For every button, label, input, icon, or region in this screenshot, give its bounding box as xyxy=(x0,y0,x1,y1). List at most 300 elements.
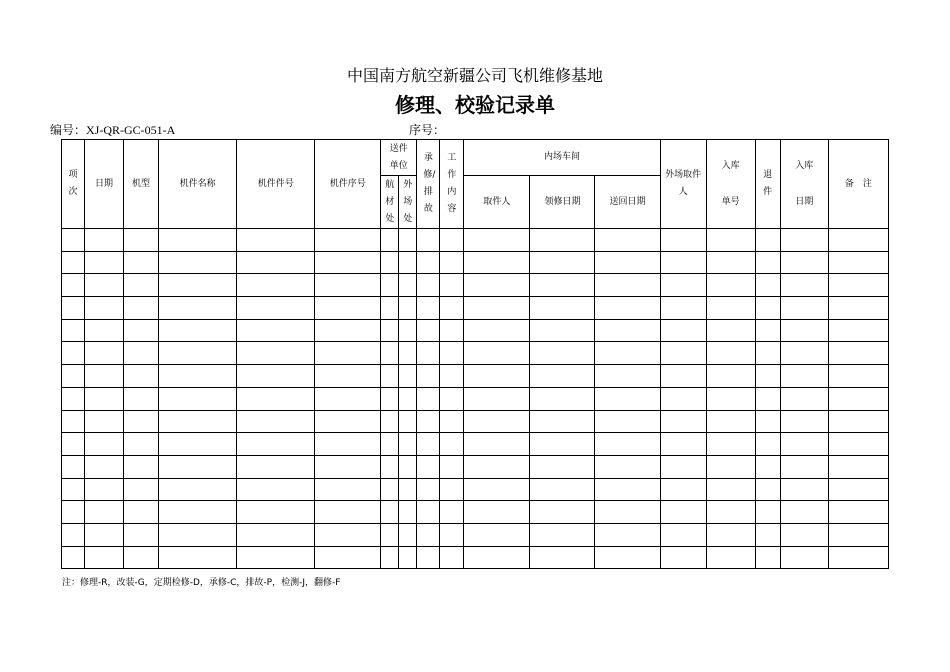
table-cell[interactable] xyxy=(828,251,888,274)
table-cell[interactable] xyxy=(237,523,315,546)
table-cell[interactable] xyxy=(828,410,888,433)
table-cell[interactable] xyxy=(85,297,124,320)
table-cell[interactable] xyxy=(237,297,315,320)
table-cell[interactable] xyxy=(399,319,417,342)
table-row xyxy=(62,365,889,388)
table-cell[interactable] xyxy=(755,274,780,297)
table-cell[interactable] xyxy=(755,546,780,569)
table-cell[interactable] xyxy=(417,365,440,388)
table-cell[interactable] xyxy=(381,342,399,365)
table-cell[interactable] xyxy=(62,274,85,297)
table-cell[interactable] xyxy=(755,410,780,433)
table-cell[interactable] xyxy=(755,387,780,410)
table-cell[interactable] xyxy=(159,387,237,410)
table-cell[interactable] xyxy=(417,251,440,274)
table-cell[interactable] xyxy=(399,387,417,410)
table-cell[interactable] xyxy=(440,365,464,388)
table-cell[interactable] xyxy=(440,319,464,342)
table-cell[interactable] xyxy=(595,501,660,524)
table-cell[interactable] xyxy=(62,342,85,365)
table-row xyxy=(62,410,889,433)
table-cell[interactable] xyxy=(381,478,399,501)
table-cell[interactable] xyxy=(530,342,595,365)
storage-date-bottom: 日期 xyxy=(795,197,814,207)
table-cell[interactable] xyxy=(530,455,595,478)
table-cell[interactable] xyxy=(464,410,530,433)
repair-record-table xyxy=(61,139,889,569)
header-sender-outfield: 外场处 xyxy=(399,176,417,229)
table-cell[interactable] xyxy=(595,546,660,569)
table-cell[interactable] xyxy=(780,319,828,342)
table-cell[interactable] xyxy=(124,251,159,274)
table-row xyxy=(62,297,889,320)
table-cell[interactable] xyxy=(828,546,888,569)
table-cell[interactable] xyxy=(660,297,706,320)
table-cell[interactable] xyxy=(660,455,706,478)
table-cell[interactable] xyxy=(595,251,660,274)
table-cell[interactable] xyxy=(440,251,464,274)
table-cell[interactable] xyxy=(62,319,85,342)
table-cell[interactable] xyxy=(530,546,595,569)
table-cell[interactable] xyxy=(828,387,888,410)
table-row xyxy=(62,387,889,410)
table-cell[interactable] xyxy=(755,501,780,524)
table-cell[interactable] xyxy=(780,387,828,410)
table-cell[interactable] xyxy=(62,251,85,274)
table-cell[interactable] xyxy=(62,455,85,478)
table-cell[interactable] xyxy=(706,478,755,501)
table-cell[interactable] xyxy=(595,387,660,410)
document-code: 编号：XJ-QR-GC-051-A xyxy=(50,123,176,137)
table-cell[interactable] xyxy=(595,319,660,342)
header-inner-workshop: 内场车间 xyxy=(464,140,660,176)
table-cell[interactable] xyxy=(440,455,464,478)
table-cell[interactable] xyxy=(85,455,124,478)
table-cell[interactable] xyxy=(399,410,417,433)
table-cell[interactable] xyxy=(124,297,159,320)
table-row xyxy=(62,523,889,546)
table-cell[interactable] xyxy=(706,274,755,297)
table-cell[interactable] xyxy=(159,297,237,320)
storage-slip-top: 入库 xyxy=(721,161,740,171)
table-cell[interactable] xyxy=(381,319,399,342)
table-row xyxy=(62,229,889,252)
table-cell[interactable] xyxy=(530,523,595,546)
table-cell[interactable] xyxy=(159,501,237,524)
table-cell[interactable] xyxy=(755,433,780,456)
table-cell[interactable] xyxy=(530,274,595,297)
table-cell[interactable] xyxy=(417,387,440,410)
table-cell[interactable] xyxy=(440,546,464,569)
table-cell[interactable] xyxy=(124,410,159,433)
table-cell[interactable] xyxy=(62,387,85,410)
table-cell[interactable] xyxy=(315,274,381,297)
table-cell[interactable] xyxy=(660,365,706,388)
table-cell[interactable] xyxy=(530,387,595,410)
table-cell[interactable] xyxy=(315,229,381,252)
table-cell[interactable] xyxy=(755,523,780,546)
table-cell[interactable] xyxy=(85,229,124,252)
table-cell[interactable] xyxy=(780,455,828,478)
table-cell[interactable] xyxy=(660,478,706,501)
table-cell[interactable] xyxy=(464,455,530,478)
table-cell[interactable] xyxy=(706,251,755,274)
table-cell[interactable] xyxy=(381,433,399,456)
table-cell[interactable] xyxy=(595,274,660,297)
table-cell[interactable] xyxy=(706,229,755,252)
table-cell[interactable] xyxy=(780,342,828,365)
table-cell[interactable] xyxy=(464,523,530,546)
table-cell[interactable] xyxy=(440,433,464,456)
header-return-date: 送回日期 xyxy=(595,176,660,229)
table-cell[interactable] xyxy=(530,319,595,342)
table-row xyxy=(62,478,889,501)
table-cell[interactable] xyxy=(755,251,780,274)
table-cell[interactable] xyxy=(124,229,159,252)
table-cell[interactable] xyxy=(706,433,755,456)
table-cell[interactable] xyxy=(440,478,464,501)
table-cell[interactable] xyxy=(381,274,399,297)
table-cell[interactable] xyxy=(780,365,828,388)
table-cell[interactable] xyxy=(440,523,464,546)
table-cell[interactable] xyxy=(237,387,315,410)
table-cell[interactable] xyxy=(159,478,237,501)
table-cell[interactable] xyxy=(417,319,440,342)
table-cell[interactable] xyxy=(755,342,780,365)
table-cell[interactable] xyxy=(417,410,440,433)
table-cell[interactable] xyxy=(124,319,159,342)
table-cell[interactable] xyxy=(828,478,888,501)
table-cell[interactable] xyxy=(530,478,595,501)
table-cell[interactable] xyxy=(159,365,237,388)
table-cell[interactable] xyxy=(780,433,828,456)
table-cell[interactable] xyxy=(780,523,828,546)
table-cell[interactable] xyxy=(755,297,780,320)
table-cell[interactable] xyxy=(399,523,417,546)
table-cell[interactable] xyxy=(159,455,237,478)
table-cell[interactable] xyxy=(237,229,315,252)
table-cell[interactable] xyxy=(595,342,660,365)
table-cell[interactable] xyxy=(780,546,828,569)
table-cell[interactable] xyxy=(237,342,315,365)
table-cell[interactable] xyxy=(417,501,440,524)
table-cell[interactable] xyxy=(237,365,315,388)
table-cell[interactable] xyxy=(828,523,888,546)
table-cell[interactable] xyxy=(828,501,888,524)
table-cell[interactable] xyxy=(315,433,381,456)
table-cell[interactable] xyxy=(85,274,124,297)
table-cell[interactable] xyxy=(440,274,464,297)
table-cell[interactable] xyxy=(464,251,530,274)
table-cell[interactable] xyxy=(660,410,706,433)
table-cell[interactable] xyxy=(399,251,417,274)
table-cell[interactable] xyxy=(828,455,888,478)
table-cell[interactable] xyxy=(315,365,381,388)
document-title: 修理、校验记录单 xyxy=(395,93,555,117)
table-cell[interactable] xyxy=(828,229,888,252)
table-cell[interactable] xyxy=(381,229,399,252)
table-cell[interactable] xyxy=(530,297,595,320)
table-cell[interactable] xyxy=(706,319,755,342)
table-cell[interactable] xyxy=(660,387,706,410)
table-cell[interactable] xyxy=(595,229,660,252)
table-cell[interactable] xyxy=(660,229,706,252)
table-cell[interactable] xyxy=(780,478,828,501)
table-cell[interactable] xyxy=(399,365,417,388)
table-cell[interactable] xyxy=(464,365,530,388)
organization-title: 中国南方航空新疆公司飞机维修基地 xyxy=(346,66,603,85)
table-cell[interactable] xyxy=(595,297,660,320)
table-cell[interactable] xyxy=(464,546,530,569)
table-cell[interactable] xyxy=(159,319,237,342)
table-cell[interactable] xyxy=(124,546,159,569)
table-cell[interactable] xyxy=(706,546,755,569)
table-cell[interactable] xyxy=(595,455,660,478)
table-cell[interactable] xyxy=(85,433,124,456)
table-cell[interactable] xyxy=(124,274,159,297)
table-cell[interactable] xyxy=(124,433,159,456)
table-cell[interactable] xyxy=(159,251,237,274)
table-cell[interactable] xyxy=(660,342,706,365)
table-cell[interactable] xyxy=(417,342,440,365)
table-cell[interactable] xyxy=(440,342,464,365)
table-cell[interactable] xyxy=(780,229,828,252)
table-cell[interactable] xyxy=(440,387,464,410)
table-cell[interactable] xyxy=(237,478,315,501)
table-cell[interactable] xyxy=(62,523,85,546)
table-cell[interactable] xyxy=(237,251,315,274)
table-cell[interactable] xyxy=(780,410,828,433)
table-cell[interactable] xyxy=(237,501,315,524)
table-cell[interactable] xyxy=(62,365,85,388)
table-cell[interactable] xyxy=(85,523,124,546)
table-cell[interactable] xyxy=(381,297,399,320)
table-cell[interactable] xyxy=(85,387,124,410)
table-cell[interactable] xyxy=(595,365,660,388)
table-cell[interactable] xyxy=(399,229,417,252)
table-cell[interactable] xyxy=(660,274,706,297)
table-cell[interactable] xyxy=(237,433,315,456)
table-cell[interactable] xyxy=(464,319,530,342)
table-cell[interactable] xyxy=(315,523,381,546)
table-cell[interactable] xyxy=(440,410,464,433)
table-cell[interactable] xyxy=(124,523,159,546)
table-cell[interactable] xyxy=(399,433,417,456)
table-cell[interactable] xyxy=(62,229,85,252)
table-cell[interactable] xyxy=(595,410,660,433)
header-work-content: 工作内容 xyxy=(440,140,464,229)
table-cell[interactable] xyxy=(399,274,417,297)
table-cell[interactable] xyxy=(381,546,399,569)
storage-slip-bottom: 单号 xyxy=(721,197,740,207)
table-cell[interactable] xyxy=(85,319,124,342)
table-cell[interactable] xyxy=(315,319,381,342)
table-cell[interactable] xyxy=(755,478,780,501)
table-cell[interactable] xyxy=(595,523,660,546)
table-cell[interactable] xyxy=(399,455,417,478)
table-cell[interactable] xyxy=(381,251,399,274)
table-row xyxy=(62,455,889,478)
table-cell[interactable] xyxy=(530,365,595,388)
table-cell[interactable] xyxy=(755,319,780,342)
table-cell[interactable] xyxy=(237,274,315,297)
table-cell[interactable] xyxy=(595,478,660,501)
table-cell[interactable] xyxy=(159,229,237,252)
table-cell[interactable] xyxy=(828,297,888,320)
table-cell[interactable] xyxy=(417,433,440,456)
table-cell[interactable] xyxy=(706,455,755,478)
table-cell[interactable] xyxy=(124,365,159,388)
table-cell[interactable] xyxy=(237,546,315,569)
table-cell[interactable] xyxy=(315,251,381,274)
table-cell[interactable] xyxy=(381,387,399,410)
table-cell[interactable] xyxy=(706,297,755,320)
table-cell[interactable] xyxy=(315,501,381,524)
table-row xyxy=(62,274,889,297)
table-cell[interactable] xyxy=(464,297,530,320)
table-cell[interactable] xyxy=(381,501,399,524)
table-cell[interactable] xyxy=(530,501,595,524)
table-cell[interactable] xyxy=(85,478,124,501)
table-cell[interactable] xyxy=(464,433,530,456)
table-cell[interactable] xyxy=(440,501,464,524)
table-cell[interactable] xyxy=(706,501,755,524)
table-cell[interactable] xyxy=(124,387,159,410)
table-cell[interactable] xyxy=(417,478,440,501)
table-cell[interactable] xyxy=(62,410,85,433)
table-cell[interactable] xyxy=(706,410,755,433)
table-cell[interactable] xyxy=(660,546,706,569)
table-cell[interactable] xyxy=(780,274,828,297)
table-cell[interactable] xyxy=(464,387,530,410)
table-cell[interactable] xyxy=(124,342,159,365)
table-cell[interactable] xyxy=(660,433,706,456)
table-cell[interactable] xyxy=(440,297,464,320)
table-cell[interactable] xyxy=(124,455,159,478)
table-cell[interactable] xyxy=(315,410,381,433)
table-cell[interactable] xyxy=(530,410,595,433)
table-cell[interactable] xyxy=(159,342,237,365)
table-cell[interactable] xyxy=(62,478,85,501)
table-row xyxy=(62,251,889,274)
serial-number-label: 序号： xyxy=(409,123,446,137)
table-cell[interactable] xyxy=(828,365,888,388)
table-cell[interactable] xyxy=(417,229,440,252)
table-cell[interactable] xyxy=(706,523,755,546)
table-cell[interactable] xyxy=(315,455,381,478)
table-cell[interactable] xyxy=(595,433,660,456)
header-aircraft-type: 机型 xyxy=(124,140,159,229)
table-cell[interactable] xyxy=(399,546,417,569)
table-cell[interactable] xyxy=(399,297,417,320)
table-cell[interactable] xyxy=(62,297,85,320)
table-cell[interactable] xyxy=(159,410,237,433)
table-cell[interactable] xyxy=(159,523,237,546)
table-cell[interactable] xyxy=(755,229,780,252)
table-cell[interactable] xyxy=(828,274,888,297)
table-cell[interactable] xyxy=(85,251,124,274)
table-cell[interactable] xyxy=(660,523,706,546)
table-cell[interactable] xyxy=(706,342,755,365)
table-cell[interactable] xyxy=(464,274,530,297)
table-cell[interactable] xyxy=(159,433,237,456)
table-cell[interactable] xyxy=(315,387,381,410)
table-cell[interactable] xyxy=(399,478,417,501)
table-cell[interactable] xyxy=(417,274,440,297)
header-outfield-picker: 外场取件人 xyxy=(660,140,706,229)
table-cell[interactable] xyxy=(780,251,828,274)
table-cell[interactable] xyxy=(530,229,595,252)
table-cell[interactable] xyxy=(62,501,85,524)
table-cell[interactable] xyxy=(780,501,828,524)
table-cell[interactable] xyxy=(440,229,464,252)
table-cell[interactable] xyxy=(85,501,124,524)
table-cell[interactable] xyxy=(660,251,706,274)
table-cell[interactable] xyxy=(530,433,595,456)
table-cell[interactable] xyxy=(755,455,780,478)
table-cell[interactable] xyxy=(381,523,399,546)
header-item-no: 项次 xyxy=(62,140,85,229)
table-cell[interactable] xyxy=(706,387,755,410)
table-cell[interactable] xyxy=(85,342,124,365)
table-cell[interactable] xyxy=(828,433,888,456)
table-cell[interactable] xyxy=(417,297,440,320)
table-cell[interactable] xyxy=(660,319,706,342)
table-cell[interactable] xyxy=(124,501,159,524)
table-cell[interactable] xyxy=(464,501,530,524)
table-cell[interactable] xyxy=(417,455,440,478)
table-cell[interactable] xyxy=(381,455,399,478)
table-cell[interactable] xyxy=(706,365,755,388)
table-cell[interactable] xyxy=(780,297,828,320)
table-cell[interactable] xyxy=(530,251,595,274)
table-cell[interactable] xyxy=(417,523,440,546)
table-cell[interactable] xyxy=(62,433,85,456)
table-cell[interactable] xyxy=(159,546,237,569)
table-cell[interactable] xyxy=(755,365,780,388)
header-storage-slip xyxy=(706,140,755,229)
table-row xyxy=(62,319,889,342)
header-part-number: 机件件号 xyxy=(237,140,315,229)
table-cell[interactable] xyxy=(828,342,888,365)
table-cell[interactable] xyxy=(124,478,159,501)
table-cell[interactable] xyxy=(237,319,315,342)
table-cell[interactable] xyxy=(85,410,124,433)
table-cell[interactable] xyxy=(464,342,530,365)
table-cell[interactable] xyxy=(315,546,381,569)
table-cell[interactable] xyxy=(464,229,530,252)
table-cell[interactable] xyxy=(159,274,237,297)
table-cell[interactable] xyxy=(828,319,888,342)
table-cell[interactable] xyxy=(315,297,381,320)
table-cell[interactable] xyxy=(85,546,124,569)
table-cell[interactable] xyxy=(315,342,381,365)
table-cell[interactable] xyxy=(464,478,530,501)
table-cell[interactable] xyxy=(381,410,399,433)
table-cell[interactable] xyxy=(381,365,399,388)
table-cell[interactable] xyxy=(315,478,381,501)
table-cell[interactable] xyxy=(85,365,124,388)
table-cell[interactable] xyxy=(237,455,315,478)
table-cell[interactable] xyxy=(62,546,85,569)
table-cell[interactable] xyxy=(399,342,417,365)
table-cell[interactable] xyxy=(399,501,417,524)
table-cell[interactable] xyxy=(237,410,315,433)
table-cell[interactable] xyxy=(417,546,440,569)
table-cell[interactable] xyxy=(660,501,706,524)
legend-note: 注：修理-R，改装-G，定期检修-D，承修-C，排故-P，检测-J，翻修-F xyxy=(62,578,341,588)
header-part-name: 机件名称 xyxy=(159,140,237,229)
